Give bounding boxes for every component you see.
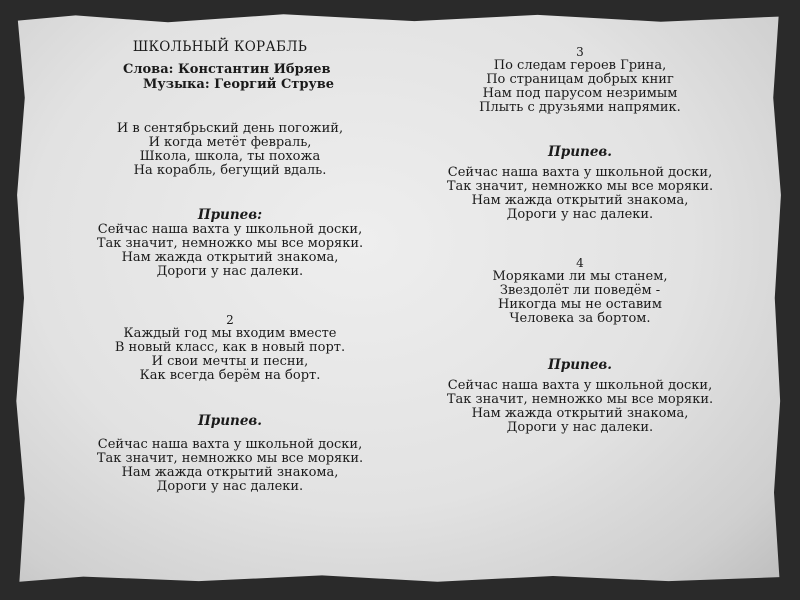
verse-number: 3 [576, 45, 584, 59]
chorus-label: Припев. [548, 357, 612, 373]
chorus-line: Так значит, немножко мы все моряки. [446, 179, 714, 194]
verse-1 [90, 122, 370, 178]
verse-line: В новый класс, как в новый порт. [114, 340, 346, 355]
chorus-line: Нам жажда открытий знакома, [121, 465, 339, 480]
chorus-line: Сейчас наша вахта у школьной доски, [97, 222, 363, 237]
song-title-block [120, 40, 320, 54]
chorus-line: Дороги у нас далеки. [156, 264, 304, 279]
verse-2 [90, 314, 370, 383]
verse-number: 4 [576, 256, 584, 270]
verse-line: Школа, школа, ты похожа [139, 149, 321, 164]
verse-3 [440, 46, 720, 115]
verse-line: Каждый год мы входим вместе [123, 326, 337, 341]
chorus-line: Дороги у нас далеки. [156, 479, 304, 494]
verse-line: На корабль, бегущий вдаль. [133, 163, 327, 178]
music-credit: Музыка: Георгий Струве [143, 77, 335, 92]
verse-line: И когда метёт февраль, [148, 135, 312, 150]
song-title: ШКОЛЬНЫЙ КОРАБЛЬ [132, 39, 308, 55]
verse-4 [440, 257, 720, 326]
verse-line: Моряками ли мы станем, [492, 269, 668, 284]
chorus-line: Нам жажда открытий знакома, [121, 250, 339, 265]
chorus-line: Нам жажда открытий знакома, [471, 406, 689, 421]
chorus-2 [90, 414, 370, 494]
chorus-line: Дороги у нас далеки. [506, 207, 654, 222]
chorus-line: Сейчас наша вахта у школьной доски, [447, 165, 713, 180]
verse-line: По страницам добрых книг [486, 72, 674, 87]
chorus-3 [440, 145, 720, 222]
chorus-line: Так значит, немножко мы все моряки. [96, 236, 364, 251]
chorus-line: Сейчас наша вахта у школьной доски, [97, 437, 363, 452]
chorus-4 [440, 358, 720, 435]
verse-line: И свои мечты и песни, [151, 354, 309, 369]
verse-number: 2 [226, 313, 234, 327]
chorus-label: Припев. [198, 413, 262, 429]
lyrics-credit: Слова: Константин Ибряев [123, 62, 331, 77]
verse-line: Никогда мы не оставим [498, 297, 662, 312]
chorus-label: Припев: [197, 207, 263, 223]
chorus-line: Так значит, немножко мы все моряки. [446, 392, 714, 407]
chorus-line: Дороги у нас далеки. [506, 420, 654, 435]
verse-line: По следам героев Грина, [493, 58, 667, 73]
credits [95, 63, 355, 92]
chorus-line: Так значит, немножко мы все моряки. [96, 451, 364, 466]
verse-line: Как всегда берём на борт. [139, 368, 321, 383]
chorus-label: Припев. [548, 144, 612, 160]
verse-line: Звездолёт ли поведём - [499, 283, 661, 298]
chorus-line: Нам жажда открытий знакома, [471, 193, 689, 208]
chorus-line: Сейчас наша вахта у школьной доски, [447, 378, 713, 393]
verse-line: Нам под парусом незримым [482, 86, 678, 101]
chorus-1 [90, 208, 370, 279]
verse-line: Плыть с друзьями напрямик. [479, 100, 681, 115]
verse-line: Человека за бортом. [509, 311, 651, 326]
verse-line: И в сентябрьский день погожий, [116, 121, 344, 136]
